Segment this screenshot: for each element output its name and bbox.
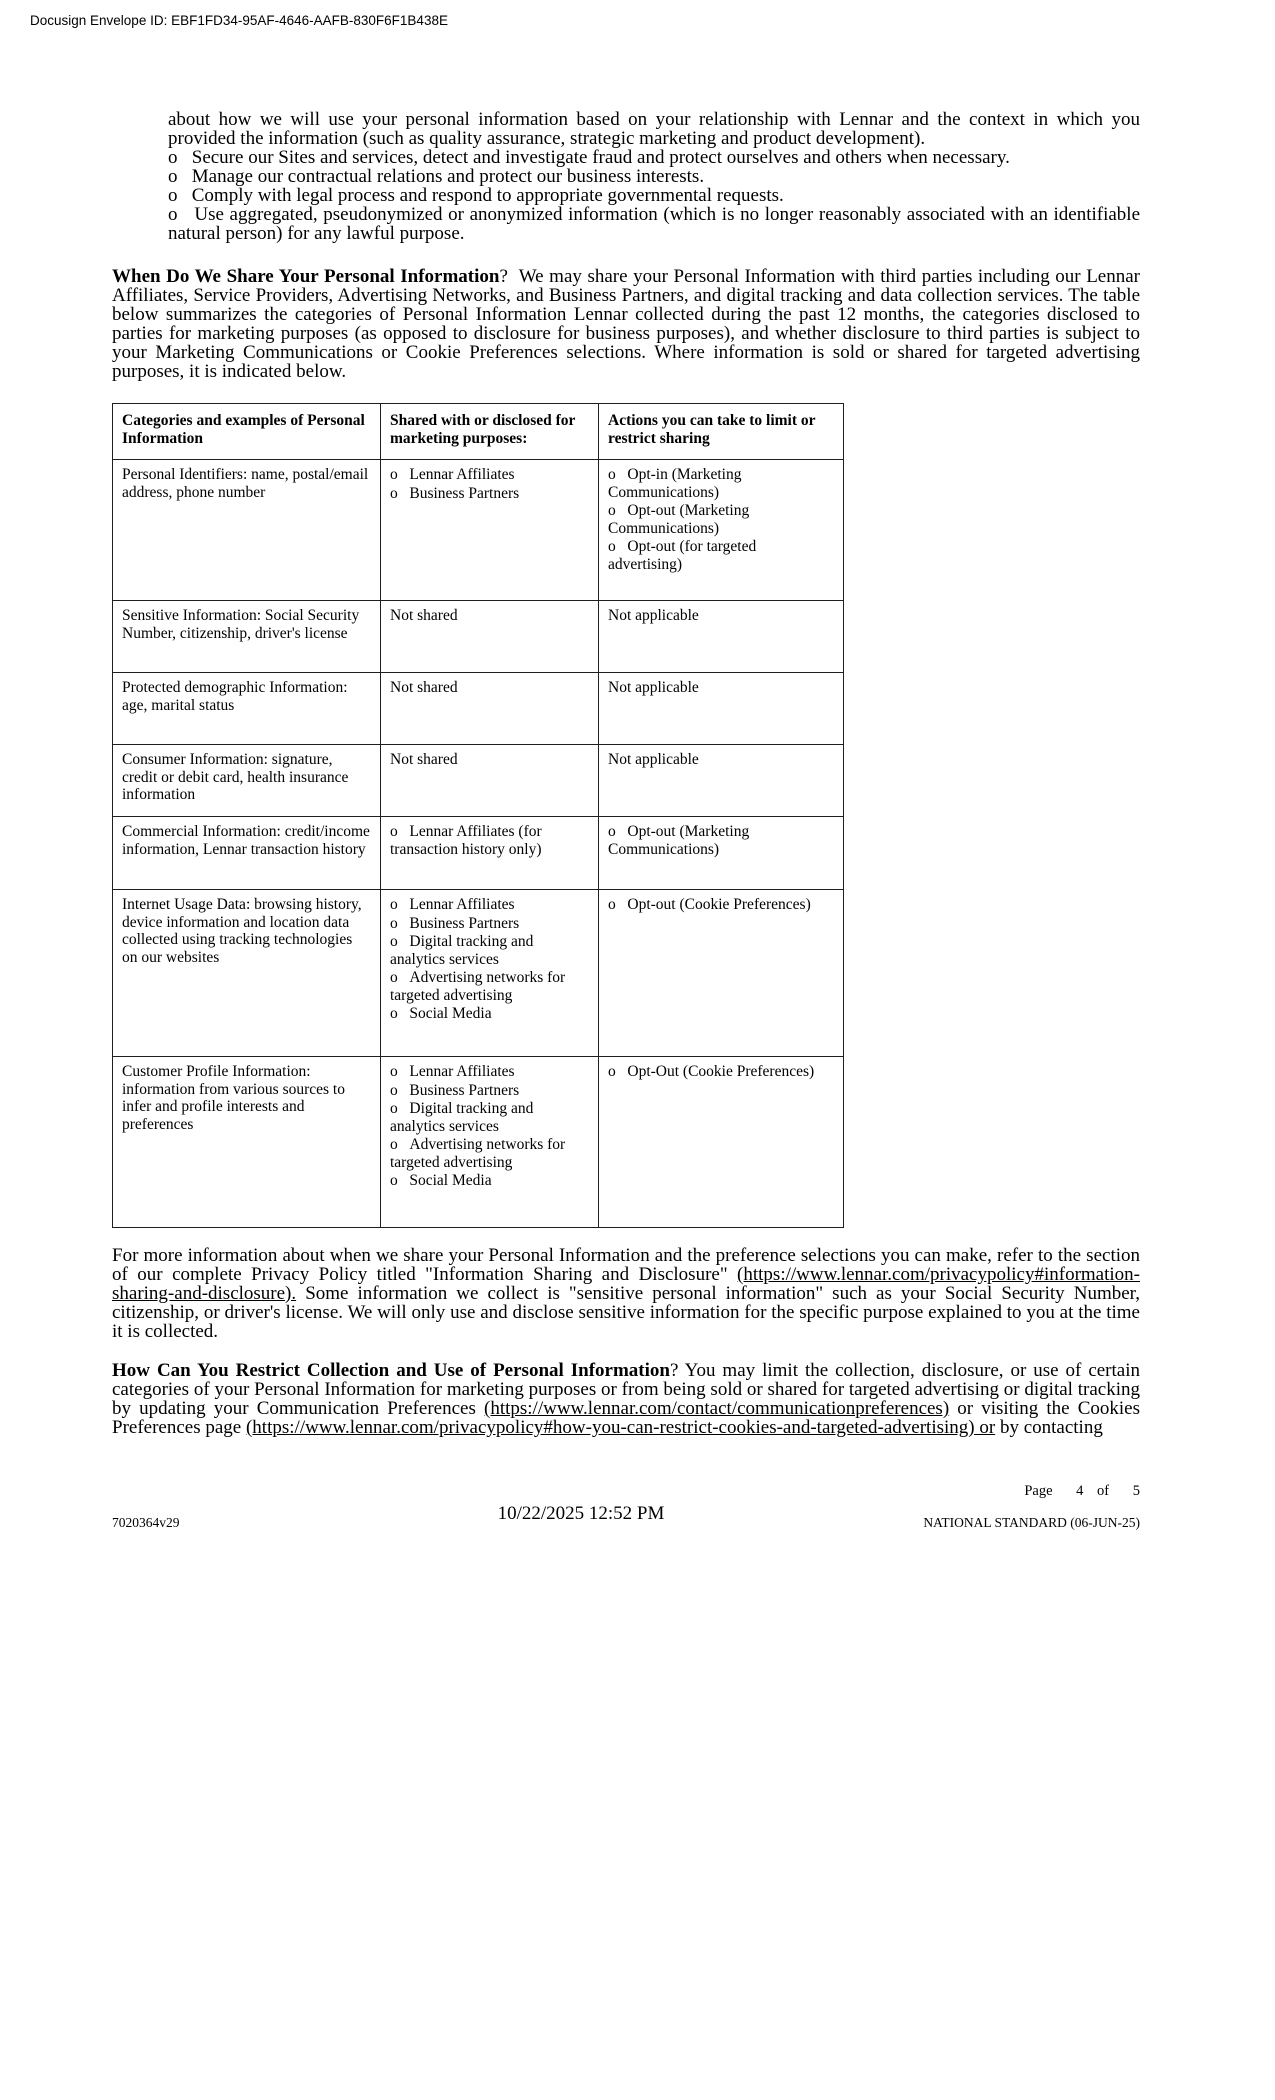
restrict-paragraph: [112, 1361, 1140, 1437]
cell-list-item: o Social Media: [390, 1172, 492, 1189]
intro-paragraph: about how we will use your personal information based on your relationship with Lennar and the context in which you provided the information (such as quality assurance, strategic marketing and product development).: [168, 109, 1140, 149]
actions-cell: Not applicable: [599, 601, 844, 673]
list-item: o Use aggregated, pseudonymized or anonymized information (which is no longer reasonably associated with an identifiable natural person) for any lawful purpose.: [168, 204, 1140, 244]
policy-link[interactable]: (https://www.lennar.com/privacypolicy#information-sharing-and-disclosure).: [112, 1264, 1140, 1304]
text-run: by contacting: [995, 1417, 1103, 1438]
datetime-stamp: 10/22/2025 12:52 PM: [497, 1503, 665, 1524]
table-row: [113, 745, 844, 817]
cell-list-item: o Opt-out (Marketing Communications): [608, 502, 750, 537]
page-indicator: [112, 1483, 1140, 1500]
actions-cell: Not applicable: [599, 745, 844, 817]
text-run: Some information we collect is "sensitive personal information" such as your Social Security Number, citizenship, or driver's license. We will only use and disclose sensitive information for the specific purpose explained to you at the time it is collected.: [112, 1283, 1140, 1342]
cell-list-item: o Opt-in (Marketing Communications): [608, 466, 742, 501]
shared-cell: Not shared: [381, 601, 599, 673]
sharing-table: [112, 403, 844, 1228]
category-cell: Commercial Information: credit/income information, Lennar transaction history: [113, 817, 381, 890]
text-run: ? We may share your Personal Information with third parties including our Lennar Affiliates, Service Providers, Advertising Networks, and Business Partners, and digital tracking and data collection services. The table below summarizes the categories of Personal Information Lennar collected during the past 12 months, the categories disclosed to parties for marketing purposes (as opposed to disclosure for business purposes), and whether disclosure to third parties is subject to your Marketing Communications or Cookie Preferences selections. Where information is sold or shared for targeted advertising purposes, it is indicated below.: [112, 266, 1140, 382]
cell-list-item: o Opt-out (Cookie Preferences): [608, 896, 811, 913]
page-of-label: of: [1097, 1483, 1110, 1499]
actions-cell: Not applicable: [599, 673, 844, 745]
category-cell: Personal Identifiers: name, postal/email address, phone number: [113, 460, 381, 601]
cell-list-item: o Lennar Affiliates: [390, 1063, 515, 1080]
table-row: [113, 890, 844, 1057]
category-cell: Protected demographic Information: age, marital status: [113, 673, 381, 745]
table-row: [113, 601, 844, 673]
cell-list-item: o Opt-out (Marketing Communications): [608, 823, 750, 858]
page-current: 4: [1076, 1483, 1084, 1499]
footer-bottom-row: [112, 1505, 1140, 1531]
shared-cell: Not shared: [381, 673, 599, 745]
list-item: o Secure our Sites and services, detect and investigate fraud and protect ourselves and others when necessary.: [168, 147, 1010, 168]
standard-label: NATIONAL STANDARD (06-JUN-25): [923, 1515, 1140, 1530]
actions-cell: [599, 817, 844, 890]
cell-list-item: o Advertising networks for targeted advertising: [390, 1136, 566, 1171]
shared-cell: Not shared: [381, 745, 599, 817]
text-run: How Can You Restrict Collection and Use of Personal Information: [112, 1360, 670, 1381]
actions-cell: [599, 890, 844, 1057]
shared-cell: [381, 460, 599, 601]
category-cell: Internet Usage Data: browsing history, device information and location data collected using tracking technologies on our websites: [113, 890, 381, 1057]
header-actions: Actions you can take to limit or restrict sharing: [599, 404, 844, 460]
cell-list-item: o Lennar Affiliates: [390, 466, 515, 483]
cell-list-item: o Lennar Affiliates (for transaction history only): [390, 823, 542, 858]
table-body: [113, 460, 844, 1228]
table-row: [113, 673, 844, 745]
header-categories: Categories and examples of Personal Information: [113, 404, 381, 460]
text-run: When Do We Share Your Personal Information: [112, 266, 500, 287]
share-paragraph: [112, 267, 1140, 381]
shared-cell: [381, 817, 599, 890]
category-cell: Consumer Information: signature, credit or debit card, health insurance information: [113, 745, 381, 817]
page-footer: [112, 1483, 1140, 1531]
cell-list-item: o Opt-Out (Cookie Preferences): [608, 1063, 815, 1080]
shared-cell: [381, 1057, 599, 1228]
table-row: [113, 817, 844, 890]
actions-cell: [599, 1057, 844, 1228]
more-info-paragraph: [112, 1246, 1140, 1341]
text-run: or visiting the Cookies Preferences page: [112, 1398, 1141, 1438]
list-item: o Comply with legal process and respond to appropriate governmental requests.: [168, 185, 784, 206]
cell-list-item: o Advertising networks for targeted advertising: [390, 969, 566, 1004]
cell-list-item: o Digital tracking and analytics services: [390, 1100, 534, 1135]
page-label: Page: [1024, 1483, 1053, 1499]
table-row: [113, 1057, 844, 1228]
cell-list-item: o Digital tracking and analytics services: [390, 933, 534, 968]
document-content: [112, 110, 1140, 1437]
list-item: o Manage our contractual relations and protect our business interests.: [168, 166, 705, 187]
cell-list-item: o Business Partners: [390, 1081, 520, 1099]
cell-list-item: o Business Partners: [390, 484, 520, 502]
page-total: 5: [1132, 1483, 1140, 1499]
cell-list-item: o Opt-out (for targeted advertising): [608, 538, 757, 573]
text-run: For more information about when we share your Personal Information and the preference selections you can make, refer to the section of our complete Privacy Policy titled "Information Sharing and Disclosure": [112, 1245, 1140, 1285]
header-shared: Shared with or disclosed for marketing purposes:: [381, 404, 599, 460]
cell-list-item: o Lennar Affiliates: [390, 896, 515, 913]
document-number: 7020364v29: [112, 1515, 180, 1530]
docusign-envelope-id: Docusign Envelope ID: EBF1FD34-95AF-4646-AAFB-830F6F1B438E: [30, 13, 448, 28]
cell-list-item: o Business Partners: [390, 914, 520, 932]
cell-list-item: o Social Media: [390, 1005, 492, 1022]
intro-section: [168, 110, 1140, 243]
policy-link[interactable]: (https://www.lennar.com/privacypolicy#how-you-can-restrict-cookies-and-targeted-advertising) or: [245, 1417, 996, 1438]
category-cell: Sensitive Information: Social Security Number, citizenship, driver's license: [113, 601, 381, 673]
text-run: ? You may limit the collection, disclosure, or use of certain categories of your Personal Information for marketing purposes or from being sold or shared for targeted advertising or digital tracking by updating your Communication Preferences: [112, 1360, 1141, 1419]
table-row: [113, 460, 844, 601]
table-header-row: [113, 404, 844, 460]
shared-cell: [381, 890, 599, 1057]
policy-link[interactable]: (https://www.lennar.com/contact/communicationpreferences): [484, 1398, 950, 1419]
intro-bullet-list: [168, 148, 1140, 243]
actions-cell: [599, 460, 844, 601]
category-cell: Customer Profile Information: information from various sources to infer and profile interests and preferences: [113, 1057, 381, 1228]
